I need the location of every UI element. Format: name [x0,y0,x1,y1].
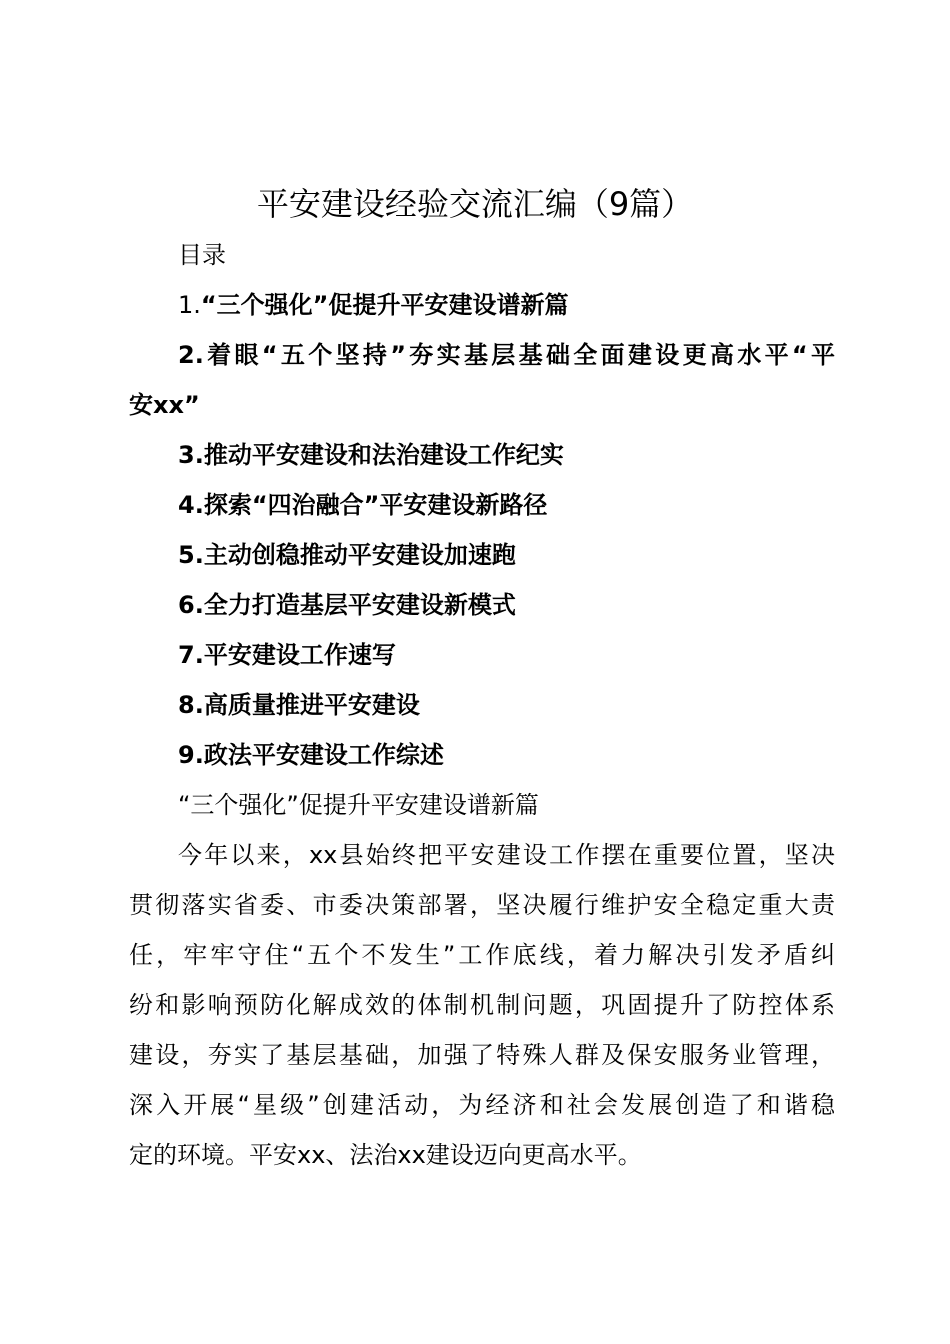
document-title: 平安建设经验交流汇编（9篇） [256,185,694,223]
toc-item-8: 8.高质量推进平安建设 [178,691,420,719]
toc-item-3: 3.推动平安建设和法治建设工作纪实 [178,441,564,469]
body-line-2: 贯彻落实省委、市委决策部署，坚决履行维护安全稳定重大责 [129,891,835,919]
toc-item-5: 5.主动创稳推动平安建设加速跑 [178,541,516,569]
toc-item-7: 7.平安建设工作速写 [178,641,396,669]
toc-item-1-text: “三个强化”促提升平安建设谱新篇 [200,291,569,319]
toc-item-1-number: 1. [178,291,201,319]
toc-item-9: 9.政法平安建设工作综述 [178,741,444,769]
toc-heading: 目录 [178,241,226,269]
body-line-3: 任，牢牢守住“五个不发生”工作底线，着力解决引发矛盾纠 [129,941,835,969]
toc-item-2: 2.着眼“五个坚持”夯实基层基础全面建设更高水平“平 [178,341,835,369]
body-line-1: 今年以来，xx县始终把平安建设工作摆在重要位置，坚决 [178,841,835,869]
body-line-6: 深入开展“星级”创建活动，为经济和社会发展创造了和谐稳 [129,1091,835,1119]
toc-item-4: 4.探索“四治融合”平安建设新路径 [178,491,548,519]
toc-item-1 [178,280,835,330]
toc-item-2-continuation: 安xx” [129,391,200,419]
body-line-7: 定的环境。平安xx、法治xx建设迈向更高水平。 [129,1141,642,1169]
toc-item-6: 6.全力打造基层平安建设新模式 [178,591,516,619]
section-title: “三个强化”促提升平安建设谱新篇 [178,791,539,819]
body-line-5: 建设，夯实了基层基础，加强了特殊人群及保安服务业管理， [129,1041,835,1069]
body-line-4: 纷和影响预防化解成效的体制机制问题，巩固提升了防控体系 [129,991,835,1019]
